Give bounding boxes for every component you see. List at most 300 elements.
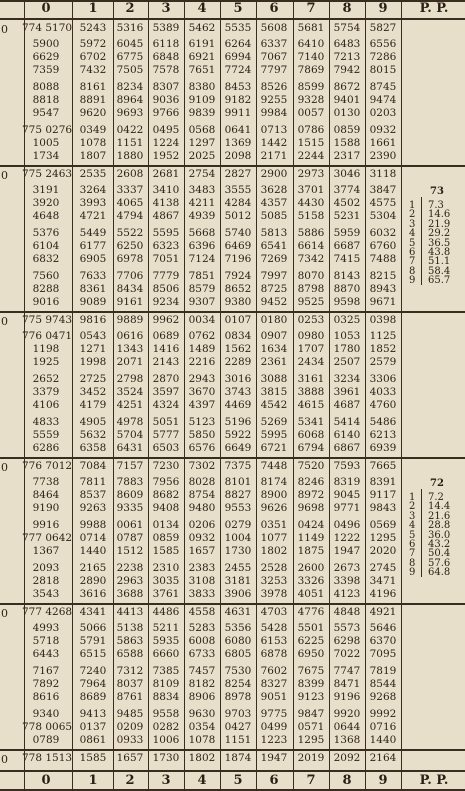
mantissa-cell: 2143 bbox=[152, 356, 180, 368]
mantissa-cell: 9775 bbox=[260, 708, 288, 720]
mantissa-cell: 8544 bbox=[369, 678, 397, 690]
mantissa-cell: 3555 bbox=[224, 184, 252, 196]
mantissa-cell: 2535 bbox=[79, 168, 107, 180]
table-row bbox=[0, 442, 465, 455]
mantissa-cell: 0980 bbox=[297, 330, 325, 342]
mantissa-cell: 1224 bbox=[152, 137, 180, 149]
mantissa-cell: 5158 bbox=[297, 210, 325, 222]
column-footer: 9 bbox=[378, 773, 388, 788]
mantissa-cell-base: 777 0642 bbox=[22, 532, 73, 544]
table-row bbox=[0, 184, 465, 197]
mantissa-cell: 5863 bbox=[116, 635, 144, 647]
mantissa-cell: 6153 bbox=[260, 635, 288, 647]
mantissa-cell: 7797 bbox=[260, 64, 288, 76]
mantissa-cell: 3306 bbox=[369, 373, 397, 385]
mantissa-cell: 5535 bbox=[224, 22, 252, 34]
mantissa-cell-base: 6286 bbox=[32, 442, 60, 454]
mantissa-cell: 6396 bbox=[188, 240, 216, 252]
mantissa-cell: 3597 bbox=[152, 386, 180, 398]
mantissa-cell: 4251 bbox=[116, 399, 144, 411]
pp-digit: 3 bbox=[409, 218, 416, 230]
mantissa-cell: 0422 bbox=[116, 124, 144, 136]
mantissa-cell: 8827 bbox=[224, 489, 252, 501]
mantissa-cell: 6760 bbox=[369, 240, 397, 252]
mantissa-cell: 9771 bbox=[333, 502, 361, 514]
mantissa-cell: 3483 bbox=[188, 184, 216, 196]
mantissa-cell: 7997 bbox=[260, 270, 288, 282]
mantissa-cell-base: 778 1513 bbox=[22, 752, 73, 764]
mantissa-cell: 7051 bbox=[152, 253, 180, 265]
mantissa-cell: 5608 bbox=[260, 22, 288, 34]
mantissa-cell: 6556 bbox=[369, 38, 397, 50]
mantissa-cell: 2579 bbox=[369, 356, 397, 368]
table-row bbox=[0, 416, 465, 429]
mantissa-cell: 2608 bbox=[116, 168, 144, 180]
block-lead-digit: 0 bbox=[1, 753, 8, 766]
mantissa-cell: 8070 bbox=[297, 270, 325, 282]
mantissa-cell: 3264 bbox=[79, 184, 107, 196]
mantissa-cell: 1440 bbox=[369, 734, 397, 746]
mantissa-cell: 7520 bbox=[297, 460, 325, 472]
mantissa-cell-base: 774 5170 bbox=[22, 22, 73, 34]
mantissa-cell: 3181 bbox=[224, 575, 252, 587]
mantissa-cell: 4848 bbox=[333, 606, 361, 618]
mantissa-cell: 4469 bbox=[224, 399, 252, 411]
mantissa-cell: 7665 bbox=[369, 460, 397, 472]
pp-value: 65.7 bbox=[428, 275, 451, 287]
mantissa-cell: 7269 bbox=[260, 253, 288, 265]
mantissa-cell-base: 775 9743 bbox=[22, 314, 73, 326]
mantissa-cell: 7432 bbox=[79, 64, 107, 76]
mantissa-cell-base: 0789 bbox=[32, 734, 60, 746]
mantissa-cell-base: 3191 bbox=[32, 184, 60, 196]
mantissa-cell: 7651 bbox=[188, 64, 216, 76]
table-row bbox=[0, 64, 465, 77]
mantissa-cell: 4939 bbox=[188, 210, 216, 222]
table-row bbox=[0, 51, 465, 64]
mantissa-cell: 2289 bbox=[224, 356, 252, 368]
mantissa-cell: 8978 bbox=[224, 691, 252, 703]
mantissa-cell: 3337 bbox=[116, 184, 144, 196]
column-header: 2 bbox=[125, 1, 135, 16]
mantissa-cell: 1489 bbox=[188, 343, 216, 355]
block-rule bbox=[0, 165, 465, 167]
mantissa-cell: 9839 bbox=[188, 107, 216, 119]
mantissa-cell: 6250 bbox=[116, 240, 144, 252]
mantissa-cell: 8725 bbox=[260, 283, 288, 295]
mantissa-cell: 7022 bbox=[333, 648, 361, 660]
mantissa-cell: 4430 bbox=[297, 197, 325, 209]
table-row bbox=[0, 519, 465, 532]
mantissa-cell: 2870 bbox=[152, 373, 180, 385]
column-header: 4 bbox=[197, 1, 207, 16]
mantissa-cell: 4413 bbox=[116, 606, 144, 618]
mantissa-cell: 6950 bbox=[297, 648, 325, 660]
mantissa-cell: 0349 bbox=[79, 124, 107, 136]
pp-digit: 7 bbox=[409, 548, 416, 560]
mantissa-cell: 7196 bbox=[224, 253, 252, 265]
mantissa-cell: 6177 bbox=[79, 240, 107, 252]
mantissa-cell: 9255 bbox=[260, 94, 288, 106]
mantissa-cell: 1512 bbox=[116, 545, 144, 557]
mantissa-cell: 3326 bbox=[297, 575, 325, 587]
mantissa-cell: 5813 bbox=[260, 227, 288, 239]
mantissa-cell-base: 775 2463 bbox=[22, 168, 73, 180]
pp-digit: 9 bbox=[409, 275, 416, 287]
mantissa-cell: 3906 bbox=[224, 588, 252, 600]
mantissa-cell: 1585 bbox=[152, 545, 180, 557]
mantissa-cell: 8943 bbox=[369, 283, 397, 295]
pp-digit: 4 bbox=[409, 228, 416, 240]
mantissa-cell: 5754 bbox=[333, 22, 361, 34]
mantissa-cell: 4575 bbox=[369, 197, 397, 209]
mantissa-cell: 5827 bbox=[369, 22, 397, 34]
mantissa-cell: 5283 bbox=[188, 622, 216, 634]
mantissa-cell: 6576 bbox=[188, 442, 216, 454]
mantissa-cell: 0107 bbox=[224, 314, 252, 326]
mantissa-cell: 8109 bbox=[152, 678, 180, 690]
mantissa-cell: 1222 bbox=[333, 532, 361, 544]
table-row bbox=[0, 253, 465, 266]
mantissa-cell: 8870 bbox=[333, 283, 361, 295]
mantissa-cell: 5462 bbox=[188, 22, 216, 34]
mantissa-cell: 0713 bbox=[260, 124, 288, 136]
mantissa-cell: 7067 bbox=[260, 51, 288, 63]
mantissa-cell: 6358 bbox=[79, 442, 107, 454]
mantissa-cell: 7942 bbox=[333, 64, 361, 76]
mantissa-cell: 4284 bbox=[224, 197, 252, 209]
mantissa-cell: 1416 bbox=[152, 343, 180, 355]
pp-value: 51.1 bbox=[428, 256, 451, 268]
pp-value: 14.4 bbox=[428, 501, 451, 513]
mantissa-cell: 7851 bbox=[188, 270, 216, 282]
mantissa-cell: 0641 bbox=[224, 124, 252, 136]
pp-table-head: 72 bbox=[430, 478, 444, 489]
mantissa-cell: 6431 bbox=[116, 442, 144, 454]
mantissa-cell: 9452 bbox=[260, 296, 288, 308]
mantissa-cell: 1149 bbox=[297, 532, 325, 544]
mantissa-cell: 0689 bbox=[152, 330, 180, 342]
mantissa-cell: 5051 bbox=[152, 416, 180, 428]
table-row bbox=[0, 752, 465, 765]
mantissa-cell: 1004 bbox=[224, 532, 252, 544]
mantissa-cell: 0933 bbox=[116, 734, 144, 746]
mantissa-cell: 1802 bbox=[188, 752, 216, 764]
mantissa-cell-base: 8464 bbox=[32, 489, 60, 501]
table-row bbox=[0, 588, 465, 601]
mantissa-cell: 4978 bbox=[116, 416, 144, 428]
mantissa-cell: 0859 bbox=[333, 124, 361, 136]
mantissa-cell: 0057 bbox=[297, 107, 325, 119]
pp-digit: 5 bbox=[409, 237, 416, 249]
mantissa-cell: 2317 bbox=[333, 150, 361, 162]
mantissa-cell: 8652 bbox=[224, 283, 252, 295]
mantissa-cell: 5646 bbox=[369, 622, 397, 634]
mantissa-cell: 0203 bbox=[369, 107, 397, 119]
mantissa-cell: 6264 bbox=[224, 38, 252, 50]
mantissa-cell: 3847 bbox=[369, 184, 397, 196]
mantissa-cell: 0137 bbox=[79, 721, 107, 733]
mantissa-cell: 8015 bbox=[369, 64, 397, 76]
table-row bbox=[0, 678, 465, 691]
mantissa-cell: 4341 bbox=[79, 606, 107, 618]
mantissa-cell: 4324 bbox=[152, 399, 180, 411]
table-row bbox=[0, 532, 465, 545]
mantissa-cell: 2019 bbox=[297, 752, 325, 764]
pp-value: 21.6 bbox=[428, 510, 451, 522]
mantissa-cell: 7084 bbox=[79, 460, 107, 472]
pp-value: 14.6 bbox=[428, 209, 451, 221]
mantissa-cell: 5668 bbox=[188, 227, 216, 239]
table-row bbox=[0, 124, 465, 137]
mantissa-cell: 2020 bbox=[369, 545, 397, 557]
mantissa-cell: 8101 bbox=[224, 476, 252, 488]
table-row bbox=[0, 562, 465, 575]
table-row bbox=[0, 22, 465, 35]
table-row bbox=[0, 296, 465, 309]
mantissa-cell: 3452 bbox=[79, 386, 107, 398]
mantissa-cell: 4794 bbox=[116, 210, 144, 222]
mantissa-cell: 2098 bbox=[224, 150, 252, 162]
mantissa-cell: 0424 bbox=[297, 519, 325, 531]
mantissa-cell-base: 778 0065 bbox=[22, 721, 73, 733]
mantissa-cell: 8537 bbox=[79, 489, 107, 501]
table-row bbox=[0, 197, 465, 210]
mantissa-cell: 8891 bbox=[79, 94, 107, 106]
mantissa-cell: 0932 bbox=[188, 532, 216, 544]
mantissa-cell: 6721 bbox=[260, 442, 288, 454]
mantissa-cell: 8906 bbox=[188, 691, 216, 703]
mantissa-cell: 7240 bbox=[79, 665, 107, 677]
mantissa-cell: 1440 bbox=[79, 545, 107, 557]
table-row bbox=[0, 606, 465, 619]
mantissa-cell: 5704 bbox=[116, 429, 144, 441]
mantissa-cell-base: 4833 bbox=[32, 416, 60, 428]
mantissa-cell: 5501 bbox=[297, 622, 325, 634]
mantissa-cell: 6045 bbox=[116, 38, 144, 50]
mantissa-cell: 6939 bbox=[369, 442, 397, 454]
mantissa-cell: 6702 bbox=[79, 51, 107, 63]
mantissa-cell: 6225 bbox=[297, 635, 325, 647]
mantissa-cell: 0569 bbox=[369, 519, 397, 531]
mantissa-cell: 2745 bbox=[369, 562, 397, 574]
mantissa-cell: 5428 bbox=[260, 622, 288, 634]
mantissa-cell-base: 7738 bbox=[32, 476, 60, 488]
mantissa-cell: 9992 bbox=[369, 708, 397, 720]
mantissa-cell: 9401 bbox=[333, 94, 361, 106]
mantissa-cell: 8161 bbox=[79, 81, 107, 93]
mantissa-cell: 4123 bbox=[333, 588, 361, 600]
pp-value: 43.8 bbox=[428, 247, 451, 258]
column-header: 8 bbox=[342, 1, 352, 16]
mantissa-cell: 6032 bbox=[369, 227, 397, 239]
mantissa-cell: 9703 bbox=[224, 708, 252, 720]
mantissa-cell: 0253 bbox=[297, 314, 325, 326]
mantissa-cell-base: 6832 bbox=[32, 253, 60, 265]
mantissa-cell: 0907 bbox=[260, 330, 288, 342]
column-footer: 2 bbox=[125, 773, 135, 788]
mantissa-cell: 3616 bbox=[79, 588, 107, 600]
block-rule bbox=[0, 749, 465, 751]
mantissa-cell: 0354 bbox=[188, 721, 216, 733]
mantissa-cell: 4703 bbox=[260, 606, 288, 618]
mantissa-cell-base: 1005 bbox=[32, 137, 60, 149]
mantissa-cell: 0398 bbox=[369, 314, 397, 326]
mantissa-cell: 9962 bbox=[152, 314, 180, 326]
pp-digit: 4 bbox=[409, 520, 416, 532]
mantissa-cell: 3833 bbox=[188, 588, 216, 600]
table-row bbox=[0, 227, 465, 240]
column-header: 7 bbox=[306, 1, 316, 16]
mantissa-cell-base: 3920 bbox=[32, 197, 60, 209]
mantissa-cell: 1125 bbox=[369, 330, 397, 342]
mantissa-cell: 0496 bbox=[333, 519, 361, 531]
table-row bbox=[0, 635, 465, 648]
mantissa-cell: 7457 bbox=[188, 665, 216, 677]
mantissa-cell: 5777 bbox=[152, 429, 180, 441]
mantissa-cell: 9263 bbox=[79, 502, 107, 514]
mantissa-cell: 1078 bbox=[79, 137, 107, 149]
mantissa-cell: 9598 bbox=[333, 296, 361, 308]
mantissa-cell: 1271 bbox=[79, 343, 107, 355]
mantissa-cell: 8380 bbox=[188, 81, 216, 93]
column-footer: 7 bbox=[306, 773, 316, 788]
mantissa-cell: 7924 bbox=[224, 270, 252, 282]
mantissa-cell: 8599 bbox=[297, 81, 325, 93]
footer-rule bbox=[0, 770, 465, 772]
mantissa-cell: 2673 bbox=[333, 562, 361, 574]
mantissa-cell-base: 776 0471 bbox=[22, 330, 73, 342]
mantissa-cell-base: 9916 bbox=[32, 519, 60, 531]
column-footer: 4 bbox=[197, 773, 207, 788]
pp-digit: 8 bbox=[409, 265, 416, 277]
mantissa-cell: 5196 bbox=[224, 416, 252, 428]
table-row bbox=[0, 648, 465, 661]
mantissa-cell: 5304 bbox=[369, 210, 397, 222]
table-row bbox=[0, 314, 465, 327]
mantissa-cell: 3774 bbox=[333, 184, 361, 196]
mantissa-cell: 5595 bbox=[152, 227, 180, 239]
column-footer: 6 bbox=[269, 773, 279, 788]
block-rule bbox=[0, 311, 465, 313]
mantissa-cell: 7811 bbox=[79, 476, 107, 488]
mantissa-cell: 7779 bbox=[152, 270, 180, 282]
mantissa-cell: 5316 bbox=[116, 22, 144, 34]
mantissa-cell: 9889 bbox=[116, 314, 144, 326]
mantissa-cell: 2165 bbox=[79, 562, 107, 574]
mantissa-cell: 2827 bbox=[224, 168, 252, 180]
mantissa-cell: 9920 bbox=[333, 708, 361, 720]
mantissa-cell: 0571 bbox=[297, 721, 325, 733]
mantissa-cell-base: 775 0276 bbox=[22, 124, 73, 136]
mantissa-cell: 7448 bbox=[260, 460, 288, 472]
mantissa-cell: 4196 bbox=[369, 588, 397, 600]
mantissa-cell: 1295 bbox=[297, 734, 325, 746]
mantissa-cell: 7706 bbox=[116, 270, 144, 282]
mantissa-cell: 1053 bbox=[333, 330, 361, 342]
mantissa-cell: 6660 bbox=[152, 648, 180, 660]
mantissa-cell: 1880 bbox=[116, 150, 144, 162]
mantissa-cell: 2025 bbox=[188, 150, 216, 162]
table-row bbox=[0, 489, 465, 502]
mantissa-cell: 2890 bbox=[79, 575, 107, 587]
pp-digit: 2 bbox=[409, 209, 416, 221]
mantissa-cell: 4033 bbox=[369, 386, 397, 398]
mantissa-cell: 5972 bbox=[79, 38, 107, 50]
mantissa-cell: 1442 bbox=[260, 137, 288, 149]
mantissa-cell: 2071 bbox=[116, 356, 144, 368]
mantissa-cell: 0206 bbox=[188, 519, 216, 531]
mantissa-cell: 1634 bbox=[260, 343, 288, 355]
mantissa-cell-base: 2652 bbox=[32, 373, 60, 385]
mantissa-cell: 3701 bbox=[297, 184, 325, 196]
mantissa-cell: 4397 bbox=[188, 399, 216, 411]
mantissa-cell: 4357 bbox=[260, 197, 288, 209]
mantissa-cell: 8609 bbox=[116, 489, 144, 501]
mantissa-cell-base: 776 7012 bbox=[22, 460, 73, 472]
mantissa-cell: 0714 bbox=[79, 532, 107, 544]
mantissa-cell: 8579 bbox=[188, 283, 216, 295]
mantissa-cell: 6867 bbox=[333, 442, 361, 454]
mantissa-cell: 2216 bbox=[188, 356, 216, 368]
mantissa-cell-base: 9190 bbox=[32, 502, 60, 514]
mantissa-cell: 0787 bbox=[116, 532, 144, 544]
pp-digit: 5 bbox=[409, 529, 416, 541]
mantissa-cell: 2238 bbox=[116, 562, 144, 574]
mantissa-cell: 0499 bbox=[260, 721, 288, 733]
mantissa-cell: 7675 bbox=[297, 665, 325, 677]
mantissa-cell: 1295 bbox=[369, 532, 397, 544]
mantissa-cell: 3118 bbox=[369, 168, 397, 180]
mantissa-cell: 2798 bbox=[116, 373, 144, 385]
mantissa-cell: 8434 bbox=[116, 283, 144, 295]
mantissa-cell: 9051 bbox=[260, 691, 288, 703]
mantissa-cell: 2434 bbox=[297, 356, 325, 368]
mantissa-cell: 1562 bbox=[224, 343, 252, 355]
mantissa-cell: 9911 bbox=[224, 107, 252, 119]
mantissa-cell: 1588 bbox=[333, 137, 361, 149]
mantissa-cell: 7415 bbox=[333, 253, 361, 265]
block-rule bbox=[0, 603, 465, 605]
pp-digit: 8 bbox=[409, 557, 416, 569]
mantissa-cell: 6541 bbox=[260, 240, 288, 252]
mantissa-cell: 8307 bbox=[152, 81, 180, 93]
pp-value: 21.9 bbox=[428, 218, 451, 230]
mantissa-cell: 1078 bbox=[188, 734, 216, 746]
mantissa-cell-base: 1734 bbox=[32, 150, 60, 162]
column-footer: 0 bbox=[41, 773, 51, 788]
column-header: 6 bbox=[269, 1, 279, 16]
mantissa-cell: 7342 bbox=[297, 253, 325, 265]
mantissa-cell: 1947 bbox=[333, 545, 361, 557]
mantissa-cell: 6080 bbox=[224, 635, 252, 647]
mantissa-cell: 2310 bbox=[152, 562, 180, 574]
mantissa-cell: 7633 bbox=[79, 270, 107, 282]
mantissa-cell: 4905 bbox=[79, 416, 107, 428]
mantissa-cell: 1343 bbox=[116, 343, 144, 355]
mantissa-cell: 6733 bbox=[188, 648, 216, 660]
mantissa-cell-base: 1367 bbox=[32, 545, 60, 557]
mantissa-cell: 1077 bbox=[260, 532, 288, 544]
mantissa-cell: 7869 bbox=[297, 64, 325, 76]
mantissa-cell: 7593 bbox=[333, 460, 361, 472]
mantissa-cell: 3815 bbox=[260, 386, 288, 398]
mantissa-cell: 1657 bbox=[188, 545, 216, 557]
mantissa-cell: 5922 bbox=[224, 429, 252, 441]
mantissa-cell: 6213 bbox=[369, 429, 397, 441]
mantissa-cell-base: 4993 bbox=[32, 622, 60, 634]
column-header: 0 bbox=[41, 1, 51, 16]
